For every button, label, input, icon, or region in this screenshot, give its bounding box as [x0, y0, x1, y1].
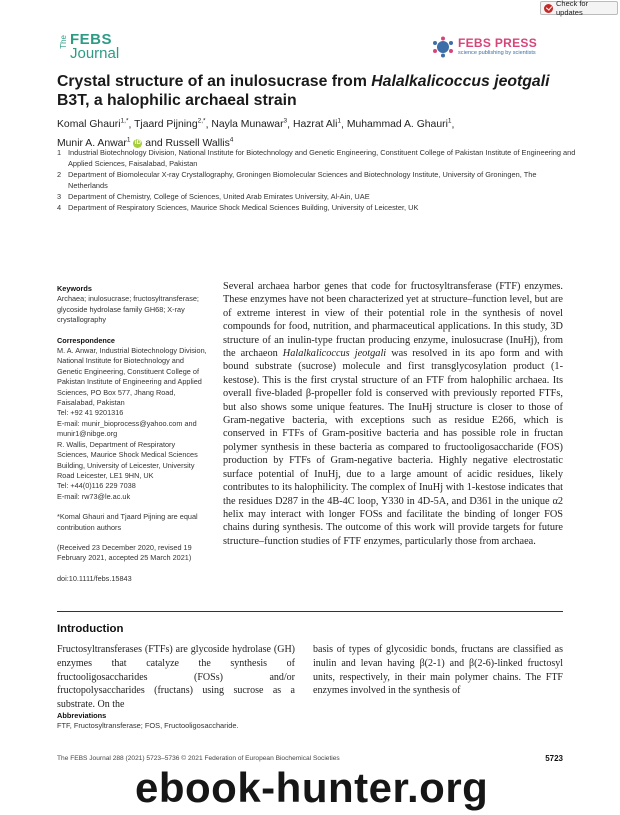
correspondence-email-1[interactable]: E-mail: munir_bioprocess@yahoo.com and munir1@nibge.org [57, 418, 197, 439]
abbreviations-label: Abbreviations [57, 711, 107, 720]
affiliations [57, 147, 577, 213]
section-divider [57, 611, 563, 612]
check-updates-icon [544, 4, 553, 13]
correspondence-label: Correspondence [57, 335, 115, 345]
article-sidebar [57, 284, 207, 584]
abstract: Several archaea harbor genes that code for fructosyltransferase (FTF) enzymes. These enzymes have not been characterized yet at structure–function level, but are of extreme interest in view of their potential role in the synthesis of novel compounds for food, nutrition, and pharmaceutical applications. In this study, 3D structure of an inulin-type fructan producing enzyme, inulosucrase (InuHj), from the archaeon Halalkalicoccus jeotgali was resolved in its apo form and with bound substrate (sucrose) molecule and first transglycosylation product (1-kestose). This is the first crystal structure of an FTF from halophilic archaea. Its overall five-bladed β-propeller fold is conserved with previously reported FTFs, but also shows some unique features. The InuHj structure is closer to those of Gram-negative bacteria, with exceptions such as residue E266, which is conserved in FTFs of Gram-positive bacteria and has possible role in fructan polymer synthesis in these bacteria as compared to fructooligosaccharide (FOS) production by FTFs of Gram-negative bacteria. Highly negative electrostatic surface potential of InuHj, due to a large amount of acidic residues, likely contributes to its halophilicity. The complex of InuHj with 1-kestose indicates that the residues D287 in the 4B-4C loop, Y330 in 4D-5A, and D361 in the unique α2 helix may interact with longer FOSs and facilitate the binding of longer FOS chains during synthesis. The outcome of this work will provide targets for future structure–function studies of FTF enzymes, particularly those from archaea. [223, 281, 563, 547]
abbreviations [57, 711, 357, 732]
introduction-text-left: Fructosyltransferases (FTFs) are glycoside hydrolase (GH) enzymes that catalyze the synthesis of fructooligosaccharides (FOSs) and/or fructopolysaccharides (fructans) using sucrose as a substrate. On the [57, 644, 295, 711]
introduction-text-right: basis of types of glycosidic bonds, fructans are classified as inulin and levan having β(2-1) and β(2-6)-linked fructosyl units, respectively, in their main polymer chains. The FTF enzymes involved in the synthesis of [313, 644, 563, 697]
abstract-species: Halalkalicoccus jeotgali [282, 348, 387, 360]
article-title [57, 72, 577, 110]
author[interactable]: Hazrat Ali$^1$ [292, 118, 342, 131]
journal-logo-the: The [59, 35, 68, 49]
correspondence-tel-2: Tel: +44(0)116 229 7038 [57, 481, 136, 491]
author[interactable]: Muhammad A. Ghauri$^1$ [346, 118, 452, 131]
footer-citation: The FEBS Journal 288 (2021) 5723–5736 © 2021 Federation of European Biochemical Societies [57, 755, 340, 762]
received-dates: (Received 23 December 2020, revised 19 February 2021, accepted 25 March 2021) [57, 542, 192, 563]
title-text-1: Crystal structure of an inulosucrase from [57, 73, 372, 90]
check-updates-label: Check for updates [556, 0, 589, 17]
orcid-icon[interactable]: iD [134, 139, 141, 146]
publisher-name: FEBS PRESS [458, 36, 538, 50]
febs-press-icon [432, 36, 454, 58]
author[interactable]: Tjaard Pijning$^{2,*}$ [134, 118, 206, 131]
affiliation-item: 4 Department of Respiratory Sciences, Maurice Shock Medical Sciences Building, University of Leicester, UK [57, 203, 419, 212]
correspondence-email-2[interactable]: E-mail: rw73@le.ac.uk [57, 491, 131, 501]
keywords-label: Keywords [57, 284, 92, 293]
author[interactable]: Nayla Munawar$^3$ [211, 118, 288, 131]
abbreviations-text: FTF, Fructosyltransferase; FOS, Fructooligosaccharide. [57, 721, 239, 731]
correspondence-address-2: R. Wallis, Department of Respiratory Sciences, Maurice Shock Medical Sciences Building, University of Leicester, University Road Leicester, LE1 9HN, UK [57, 439, 198, 480]
check-for-updates-button[interactable] [540, 1, 618, 15]
title-species: Halalkalicoccus jeotgali [371, 73, 550, 90]
introduction-heading: Introduction [57, 623, 124, 635]
equal-contribution-note: *Komal Ghauri and Tjaard Pijning are equal contribution authors [57, 512, 198, 532]
affiliation-item: 1 Industrial Biotechnology Division, National Institute for Biotechnology and Genetic Engineering, Constituent College of Pakistan Institute of Engineering and Applied Sciences, Faisalabad, Pakistan [57, 148, 576, 168]
affiliation-item: 3 Department of Chemistry, College of Sciences, United Arab Emirates University, Al-Ain, UAE [57, 192, 370, 201]
title-text-2: B3T, a halophilic archaeal strain [57, 92, 297, 109]
journal-logo-journal: Journal [70, 45, 120, 62]
author-list: Komal Ghauri$^{1,*}$, Tjaard Pijning$^{2,*}$, Nayla Munawar$^3$, Hazrat Ali$^1$, Muhammad A. Ghauri$^1$, Munir A. Anwar$^1$ iD and Russell Wallis$^4$ [57, 118, 455, 149]
correspondence-tel-1: Tel: +92 41 9201316 [57, 408, 124, 418]
doi[interactable]: doi:10.1111/febs.15843 [57, 573, 132, 583]
page-number: 5723 [545, 754, 563, 763]
watermark: ebook-hunter.org [135, 764, 489, 811]
journal-logo-febs: FEBS [70, 31, 113, 48]
keywords: Archaea; inulosucrase; fructosyltransferase; glycoside hydrolase family GH68; X-ray crystallography [57, 294, 199, 325]
author[interactable]: Munir A. Anwar$^1$ [57, 136, 131, 149]
correspondence-address-1: M. A. Anwar, Industrial Biotechnology Division, National Institute for Biotechnology and Genetic Engineering, Constituent College of Pakistan Institute of Engineering and Applied Sciences, PO Box 577, Jhang Road, Faisalabad, Pakistan [57, 346, 207, 408]
publisher-tagline: science publishing by scientists [458, 50, 536, 56]
author[interactable]: Komal Ghauri$^{1,*}$ [57, 118, 129, 131]
journal-logo [60, 33, 119, 63]
publisher-logo [432, 36, 537, 58]
author[interactable]: and Russell Wallis$^4$ [145, 136, 234, 149]
affiliation-item: 2 Department of Biomolecular X-ray Crystallography, Groningen Biomolecular Sciences and Biotechnology Institute, University of Groningen, The Netherlands [57, 170, 537, 190]
